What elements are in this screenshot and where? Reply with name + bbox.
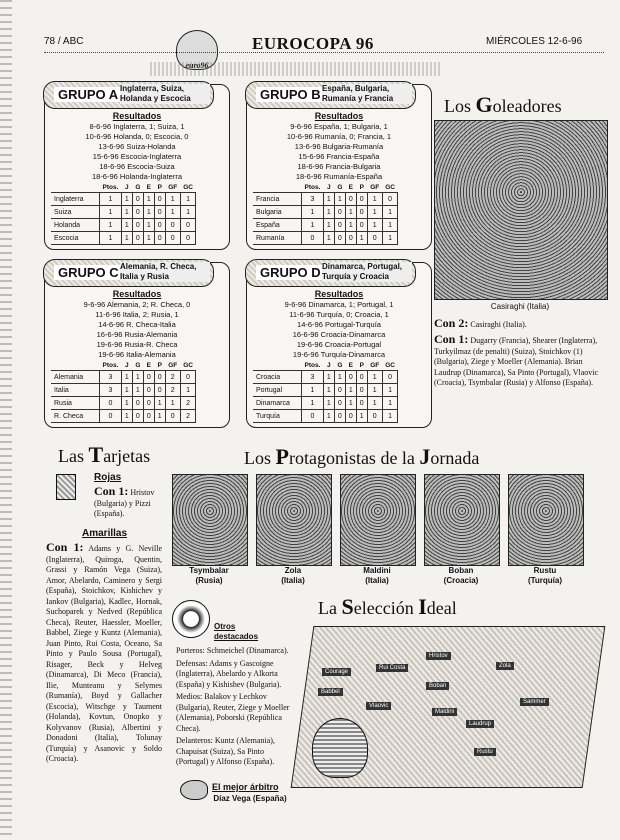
standings-cell: 0 (154, 384, 165, 397)
standings-cell: 0 (143, 410, 154, 423)
standings-header: GC (385, 362, 395, 369)
table-row (51, 371, 196, 384)
casiraghi-photo (434, 120, 608, 300)
field-player-tag: Rustu (474, 748, 496, 756)
standings-cell: 0 (165, 219, 180, 232)
table-row (253, 371, 398, 384)
group-header (43, 259, 214, 287)
standings-cell: 0 (334, 384, 345, 397)
table-row (51, 397, 196, 410)
field-player-tag: Courage (322, 668, 351, 676)
otros-heading: Otros destacados (214, 622, 259, 641)
standings-cell: 1 (382, 410, 398, 423)
standings-cell: 0 (180, 371, 196, 384)
standings-cell: 0 (334, 219, 345, 232)
result-line: 18-6-96 Holanda-Inglaterra (91, 172, 183, 181)
standings-cell: 1 (180, 206, 196, 219)
standings-cell: 0 (132, 232, 143, 245)
player-photo (424, 474, 500, 566)
results-list (45, 122, 229, 182)
standings-table (51, 183, 196, 245)
result-line: 16-6-96 Croacia-Dinamarca (292, 330, 386, 339)
player-name: Maldini (363, 566, 391, 575)
table-row (253, 410, 398, 423)
standings-cell: 1 (345, 206, 356, 219)
table-row (253, 232, 398, 245)
standings-cell: 0 (334, 232, 345, 245)
standings-header: GF (370, 362, 380, 369)
red-card-icon (56, 474, 76, 500)
player-name: Zola (284, 566, 302, 575)
result-line: 14-6-96 Portugal-Turquía (297, 320, 381, 329)
standings-cell: 1 (323, 219, 334, 232)
team-name: Dinamarca (253, 397, 302, 410)
standings-cell: 1 (143, 206, 154, 219)
standings-cell: 0 (100, 410, 122, 423)
standings-cell: 0 (334, 206, 345, 219)
result-line: 9-6-96 Dinamarca, 1; Portugal, 1 (284, 300, 394, 309)
otros-item: Porteros: Schmeichel (Dinamarca). (176, 646, 289, 655)
standings-cell: 0 (382, 371, 398, 384)
standings-cell: 3 (302, 371, 324, 384)
standings-cell: 1 (154, 397, 165, 410)
result-line: 9-6-96 España, 1; Bulgaria, 1 (290, 122, 388, 131)
standings-cell: 1 (382, 206, 398, 219)
standings-cell: 1 (100, 219, 122, 232)
whistle-icon (180, 780, 208, 800)
player-country: (Italia) (365, 576, 389, 585)
standings-cell: 1 (367, 384, 382, 397)
group-header (245, 259, 416, 287)
player-caption (424, 566, 498, 586)
otros-item: Delanteros: Kuntz (Alemania), Chapuisat (Suiza), Sa Pinto (Portugal) y Alfonso (España). (176, 736, 275, 766)
standings-cell: 1 (143, 219, 154, 232)
player-caption (340, 566, 414, 586)
standings-cell: 0 (154, 206, 165, 219)
standings-cell: 1 (345, 219, 356, 232)
standings-cell: 1 (100, 206, 122, 219)
standings-header: GF (370, 184, 380, 191)
standings-header: G (337, 362, 343, 369)
standings-cell: 0 (143, 397, 154, 410)
decorative-band (150, 62, 440, 76)
page-date: MIÉRCOLES 12-6-96 (486, 36, 583, 47)
standings-cell: 0 (345, 232, 356, 245)
standings-cell: 0 (382, 193, 398, 206)
table-row (253, 206, 398, 219)
otros-list (176, 646, 294, 770)
result-line: 10-6-96 Rumanía, 0; Francia, 1 (286, 132, 392, 141)
group-teams: Alemania, R. Checa, Italia y Rusia (120, 262, 210, 282)
group-teams: Inglaterra, Suiza, Holanda y Escocia (120, 84, 210, 104)
standings-cell: 0 (356, 219, 367, 232)
standings-cell: 0 (345, 193, 356, 206)
standings-cell: 0 (165, 410, 180, 423)
standings-header: P (157, 362, 162, 369)
group-box-a (44, 84, 230, 250)
result-line: 16-6-96 Rusia-Alemania (96, 330, 178, 339)
player-name: Rustu (533, 566, 557, 575)
group-teams: España, Bulgaria, Rumanía y Francia (322, 84, 412, 104)
table-row (51, 193, 196, 206)
football-icon (172, 600, 210, 638)
result-line: 15-6-96 Escocia-Inglaterra (92, 152, 182, 161)
standings-header: G (337, 184, 343, 191)
standings-cell: 1 (121, 384, 132, 397)
results-title: Resultados (112, 289, 162, 299)
standings-cell: 0 (356, 384, 367, 397)
otros-item: Defensas: Adams y Gascoigne (Inglaterra), Abelardo y Alkorta (España) y Kishishev (Bulgaria). (176, 658, 282, 689)
standings-header: Ptos. (304, 362, 321, 369)
standings-cell: 0 (132, 193, 143, 206)
standings-cell: 0 (356, 397, 367, 410)
standings-cell: 0 (345, 371, 356, 384)
standings-cell: 0 (132, 206, 143, 219)
standings-cell: 0 (180, 219, 196, 232)
group-name: GRUPO B (256, 87, 325, 102)
standings-cell: 1 (165, 397, 180, 410)
standings-cell: 3 (100, 384, 122, 397)
standings-cell: 0 (367, 410, 382, 423)
player-country: (Turquía) (527, 576, 563, 585)
standings-cell: 1 (323, 371, 334, 384)
standings-cell: 1 (180, 384, 196, 397)
standings-cell: 0 (154, 219, 165, 232)
standings-header: GC (183, 184, 193, 191)
standings-header: Ptos. (102, 184, 119, 191)
standings-cell: 0 (143, 384, 154, 397)
result-line: 18-6-96 Francia-Bulgaria (297, 162, 381, 171)
standings-header: J (327, 362, 331, 369)
standings-cell: 1 (334, 371, 345, 384)
standings-cell: 0 (180, 232, 196, 245)
standings-cell: 1 (121, 206, 132, 219)
amarillas-heading: Amarillas (82, 528, 128, 539)
table-row (253, 219, 398, 232)
player-country: (Rusia) (195, 576, 223, 585)
result-line: 18-6-96 Rumanía-España (295, 172, 383, 181)
standings-cell: 0 (356, 193, 367, 206)
standings-cell: 0 (132, 219, 143, 232)
logo-text: euro96 (185, 61, 209, 70)
header-divider (44, 52, 604, 53)
standings-cell: 1 (180, 193, 196, 206)
standings-cell: 0 (165, 232, 180, 245)
standings-table (51, 361, 196, 423)
field-player-tag: Babbel (318, 688, 343, 696)
player-caption (172, 566, 246, 586)
standings-cell: 1 (323, 397, 334, 410)
standings-header: GC (385, 184, 395, 191)
standings-cell: 1 (323, 232, 334, 245)
standings-cell: 1 (356, 410, 367, 423)
standings-cell: 1 (132, 371, 143, 384)
results-title: Resultados (314, 289, 364, 299)
team-name: R. Checa (51, 410, 100, 423)
standings-header: GF (168, 362, 178, 369)
group-box-b (246, 84, 432, 250)
standings-header: Ptos. (304, 184, 321, 191)
standings-cell: 1 (302, 397, 324, 410)
field-player-tag: Vlaovic (366, 702, 391, 710)
standings-cell: 0 (367, 232, 382, 245)
result-line: 19-6-96 Italia-Alemania (98, 350, 176, 359)
player-country: (Croacia) (443, 576, 479, 585)
page-edge-texture (0, 0, 12, 840)
standings-header: Ptos. (102, 362, 119, 369)
field-player-tag: Laudrup (466, 720, 494, 728)
field-player-tag: Zola (496, 662, 514, 670)
results-list (247, 300, 431, 360)
standings-cell: 0 (334, 410, 345, 423)
player-caption (256, 566, 330, 586)
player-photo (340, 474, 416, 566)
player-country: (Italia) (281, 576, 305, 585)
rojas-text: Con 1: Hristov (Bulgaria) y Pizzi (España). (94, 484, 155, 518)
standings-cell: 1 (121, 219, 132, 232)
team-name: Escocia (51, 232, 100, 245)
standings-cell: 2 (180, 397, 196, 410)
standings-cell: 0 (345, 410, 356, 423)
standings-cell: 2 (165, 384, 180, 397)
group-header (245, 81, 416, 109)
player-name: Boban (448, 566, 474, 575)
standings-cell: 0 (132, 397, 143, 410)
result-line: 11-6-96 Italia, 2; Rusia, 1 (95, 310, 179, 319)
mascot-illustration (312, 718, 368, 778)
seleccion-title: La Selección Ideal (318, 594, 457, 619)
team-name: Rusia (51, 397, 100, 410)
result-line: 15-6-96 Francia-España (298, 152, 380, 161)
standings-cell: 1 (382, 232, 398, 245)
standings-cell: 1 (302, 206, 324, 219)
standings-header: G (135, 184, 141, 191)
rojas-heading: Rojas (94, 472, 122, 483)
standings-cell: 1 (121, 371, 132, 384)
group-box-d (246, 262, 432, 428)
standings-cell: 0 (132, 410, 143, 423)
table-row (51, 219, 196, 232)
standings-cell: 1 (367, 206, 382, 219)
table-row (51, 384, 196, 397)
standings-cell: 1 (121, 232, 132, 245)
standings-cell: 2 (165, 371, 180, 384)
standings-cell: 0 (154, 371, 165, 384)
standings-header: E (348, 184, 353, 191)
goleadores-con2: Con 2: Casiraghi (Italia). (434, 316, 527, 330)
standings-cell: 1 (100, 232, 122, 245)
standings-cell: 1 (121, 397, 132, 410)
table-row (51, 206, 196, 219)
standings-header: P (157, 184, 162, 191)
arbitro-text: Díaz Vega (España) (213, 794, 287, 803)
standings-cell: 1 (334, 193, 345, 206)
standings-header: J (125, 362, 129, 369)
standings-cell: 3 (302, 193, 324, 206)
standings-cell: 1 (143, 232, 154, 245)
table-row (253, 193, 398, 206)
standings-header: GF (168, 184, 178, 191)
result-line: 19-6-96 Rusia-R. Checa (96, 340, 178, 349)
results-list (247, 122, 431, 182)
standings-cell: 2 (180, 410, 196, 423)
goleadores-con1: Con 1: Dugarry (Francia), Shearer (Inglaterra), Turkyilmaz (de penalti) (Suiza), Stoichkov (1) (Bulgaria), Ziege y Moeller (Alemania). Brian Laudrup (Dinamarca), Sa Pinto (Portugal), Vlaovic (Croacia), Tsymbalar (Rusia) y Alfonso (España). (434, 332, 599, 387)
standings-cell: 1 (121, 193, 132, 206)
result-line: 11-6-96 Turquía, 0; Croacia, 1 (289, 310, 389, 319)
standings-cell: 1 (382, 397, 398, 410)
team-name: Rumanía (253, 232, 302, 245)
team-name: Inglaterra (51, 193, 100, 206)
arbitro-heading: El mejor árbitro (212, 782, 279, 792)
standings-cell: 1 (345, 384, 356, 397)
standings-cell: 3 (100, 371, 122, 384)
page-number: 78 / ABC (44, 36, 84, 47)
amarillas-text: Con 1: Adams y G. Neville (Inglaterra), Quiroga, Quentin, Grassi y Ramón Vega (Suiza), Amor, Abelardo, Caminero y Sergi (España), Stoichkov, Kishichev y Iankov (Bulgaria), Kadlec, Hornak, Suchoparek y Nedved (República Checa), Reuter, Haessler, Moeller, Babbel, Ziege y Kuntz (Alemania), Juan Pinto, Rui Costa, Oceano, Sa Pinto y Paulo Sousa (Portugal), Risager, Beck y Helveg (Dinamarca), Di Meco (Francia), Ilie, Munteanu y Selymes (Rumanía), Boyd y Gallacher (Escocia), Witschge y Taument (Holanda), Kovtun, Onopko y Kolyvanov (Rusia), Albertini y Donadoni (Italia), Tolunay (Turquía) y Asanovic y Soldo (Croacia). (46, 540, 162, 763)
table-row (253, 384, 398, 397)
standings-header: P (359, 362, 364, 369)
standings-cell: 1 (302, 219, 324, 232)
result-line: 13-6-96 Bulgaria-Rumanía (294, 142, 384, 151)
standings-cell: 1 (367, 219, 382, 232)
standings-header: G (135, 362, 141, 369)
standings-cell: 0 (100, 397, 122, 410)
standings-table (253, 361, 398, 423)
photo-caption: Casiraghi (Italia) (490, 302, 550, 311)
standings-cell: 0 (154, 232, 165, 245)
protagonistas-title: Los Protagonistas de la Jornada (244, 444, 480, 469)
standings-header: P (359, 184, 364, 191)
result-line: 13-6-96 Suiza-Holanda (98, 142, 176, 151)
group-header (43, 81, 214, 109)
result-line: 19-6-96 Turquía-Dinamarca (292, 350, 386, 359)
team-name: Francia (253, 193, 302, 206)
result-line: 14-6-96 R. Checa-Italia (98, 320, 176, 329)
standings-cell: 1 (143, 193, 154, 206)
result-line: 9-6-96 Alemania, 2; R. Checa, 0 (83, 300, 191, 309)
standings-cell: 1 (382, 384, 398, 397)
standings-cell: 0 (143, 371, 154, 384)
standings-cell: 1 (323, 193, 334, 206)
results-title: Resultados (314, 111, 364, 121)
standings-cell: 1 (367, 397, 382, 410)
player-photo (172, 474, 248, 566)
standings-header: GC (183, 362, 193, 369)
group-name: GRUPO D (256, 265, 325, 280)
standings-cell: 1 (132, 384, 143, 397)
standings-cell: 0 (302, 232, 324, 245)
standings-header: E (146, 362, 151, 369)
standings-header: J (327, 184, 331, 191)
standings-cell: 1 (121, 410, 132, 423)
standings-cell: 1 (165, 206, 180, 219)
field-player-tag: Sammer (520, 698, 549, 706)
standings-cell: 1 (367, 371, 382, 384)
tarjetas-title: Las Tarjetas (58, 442, 151, 467)
player-caption (508, 566, 582, 586)
team-name: Croacia (253, 371, 302, 384)
results-title: Resultados (112, 111, 162, 121)
standings-cell: 1 (356, 232, 367, 245)
standings-cell: 0 (302, 410, 324, 423)
player-photo (256, 474, 332, 566)
group-name: GRUPO A (54, 87, 122, 102)
team-name: España (253, 219, 302, 232)
team-name: Portugal (253, 384, 302, 397)
group-box-c (44, 262, 230, 428)
field-player-tag: Maldini (432, 708, 457, 716)
result-line: 10-6-96 Holanda, 0; Escocia, 0 (85, 132, 189, 141)
standings-cell: 0 (356, 371, 367, 384)
section-title: EUROCOPA 96 (252, 34, 374, 53)
team-name: Bulgaria (253, 206, 302, 219)
standings-header: E (146, 184, 151, 191)
otros-item: Medios: Balakov y Lechkov (Bulgaria), Reuter, Ziege y Moeller (Alemania), Poborski (República Checa). (176, 692, 290, 733)
standings-cell: 1 (100, 193, 122, 206)
standings-header: E (348, 362, 353, 369)
standings-cell: 1 (165, 193, 180, 206)
standings-header: J (125, 184, 129, 191)
standings-cell: 0 (356, 206, 367, 219)
standings-cell: 1 (345, 397, 356, 410)
player-photo (508, 474, 584, 566)
field-player-tag: Hristov (426, 652, 451, 660)
standings-table (253, 183, 398, 245)
player-name: Tsymbalar (189, 566, 229, 575)
result-line: 19-6-96 Croacia-Portugal (296, 340, 382, 349)
standings-cell: 0 (154, 193, 165, 206)
field-player-tag: Rui Costa (376, 664, 408, 672)
goleadores-title: Los Goleadores (444, 92, 562, 117)
table-row (51, 410, 196, 423)
group-teams: Dinamarca, Portugal, Turquía y Croacia (322, 262, 412, 282)
standings-cell: 1 (382, 219, 398, 232)
standings-cell: 1 (367, 193, 382, 206)
standings-cell: 1 (323, 206, 334, 219)
team-name: Holanda (51, 219, 100, 232)
field-player-tag: Boban (426, 682, 449, 690)
team-name: Suiza (51, 206, 100, 219)
result-line: 18-6-96 Escocia-Suiza (99, 162, 175, 171)
table-row (253, 397, 398, 410)
result-line: 8-6-96 Inglaterra, 1; Suiza, 1 (89, 122, 185, 131)
standings-cell: 1 (154, 410, 165, 423)
team-name: Turquía (253, 410, 302, 423)
standings-cell: 1 (323, 410, 334, 423)
standings-cell: 0 (334, 397, 345, 410)
team-name: Italia (51, 384, 100, 397)
standings-cell: 1 (302, 384, 324, 397)
standings-cell: 1 (323, 384, 334, 397)
results-list (45, 300, 229, 360)
group-name: GRUPO C (54, 265, 123, 280)
team-name: Alemania (51, 371, 100, 384)
table-row (51, 232, 196, 245)
